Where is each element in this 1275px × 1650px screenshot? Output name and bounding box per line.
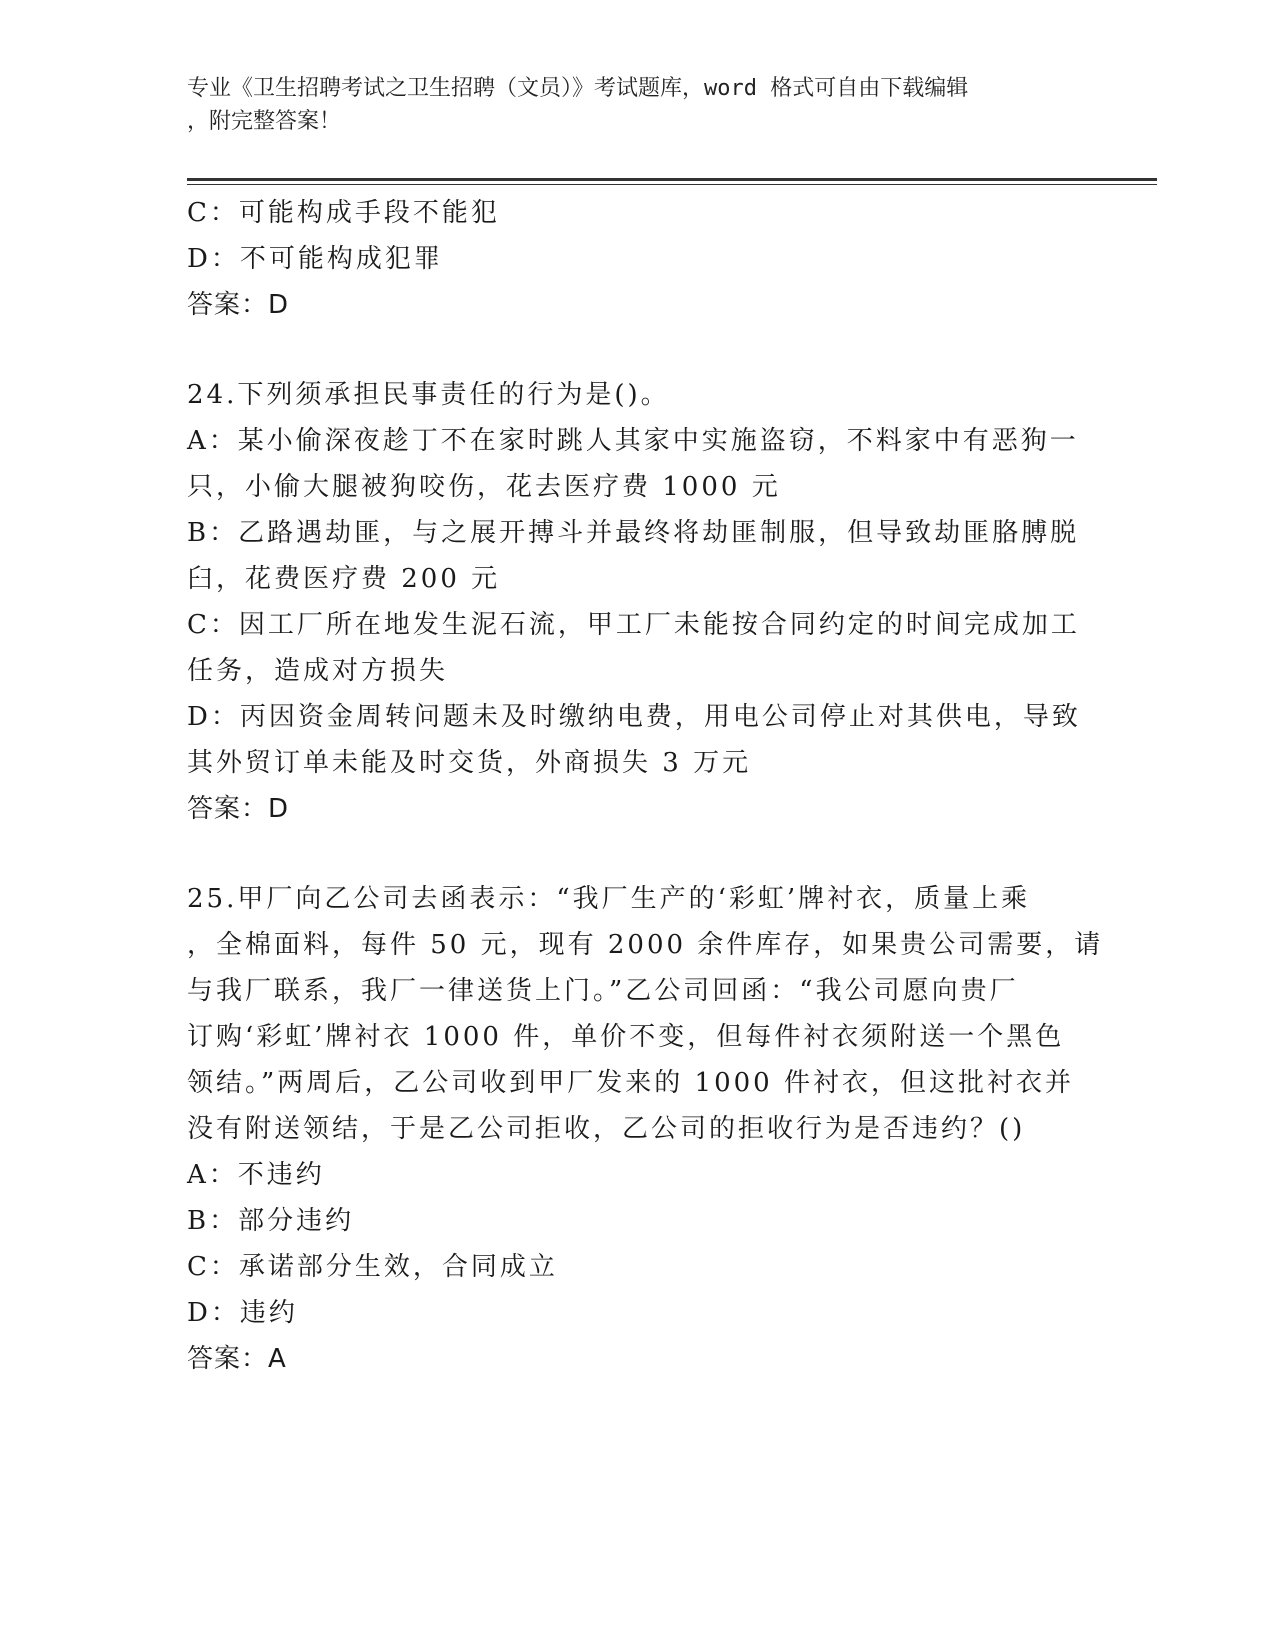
spacer (187, 832, 1087, 876)
question-stem-line-4: 订购‘彩虹’牌衬衣 1000 件，单价不变，但每件衬衣须附送一个黑色 (187, 1022, 1065, 1052)
previous-question-tail (187, 190, 1087, 328)
header-line-2: ，附完整答案！ (187, 109, 342, 134)
option-c-line-2: 任务，造成对方损失 (187, 656, 449, 686)
header-divider-thin (187, 184, 1157, 185)
option-b-line-2: 臼，花费医疗费 200 元 (187, 564, 501, 594)
question-stem-line-5: 领结。”两周后，乙公司收到甲厂发来的 1000 件衬衣，但这批衬衣并 (187, 1068, 1074, 1098)
option-b-line-1: B：乙路遇劫匪，与之展开搏斗并最终将劫匪制服，但导致劫匪胳膊脱 (187, 518, 1080, 548)
document-header (187, 72, 1067, 138)
option-c: C：承诺部分生效，合同成立 (187, 1252, 558, 1282)
question-stem-line-1: 25.甲厂向乙公司去函表示：“我厂生产的‘彩虹’牌衬衣，质量上乘 (187, 884, 1031, 914)
header-divider-thick (187, 178, 1157, 181)
option-d-line-1: D：丙因资金周转问题未及时缴纳电费，用电公司停止对其供电，导致 (187, 702, 1081, 732)
question-stem-line-6: 没有附送领结，于是乙公司拒收，乙公司的拒收行为是否违约？() (187, 1114, 1026, 1144)
answer-line: 答案：D (187, 794, 290, 824)
option-d: D：不可能构成犯罪 (187, 244, 443, 274)
option-d-line-2: 其外贸订单未能及时交货，外商损失 3 万元 (187, 748, 752, 778)
question-24 (187, 372, 1087, 832)
document-body (187, 190, 1104, 1382)
option-a: A：不违约 (187, 1160, 325, 1190)
spacer (187, 328, 1087, 372)
question-stem: 24.下列须承担民事责任的行为是()。 (187, 380, 670, 410)
answer-line: 答案：A (187, 1344, 287, 1374)
option-b: B：部分违约 (187, 1206, 355, 1236)
header-line-1: 专业《卫生招聘考试之卫生招聘（文员）》考试题库，word 格式可自由下载编辑 (187, 76, 969, 101)
option-c: C：可能构成手段不能犯 (187, 198, 500, 228)
answer-line: 答案：D (187, 290, 290, 320)
question-25 (187, 876, 1104, 1382)
option-a-line-2: 只，小偷大腿被狗咬伤，花去医疗费 1000 元 (187, 472, 781, 502)
option-d: D：违约 (187, 1298, 298, 1328)
question-stem-line-2: ，全棉面料，每件 50 元，现有 2000 余件库存，如果贵公司需要，请 (187, 930, 1104, 960)
option-c-line-1: C：因工厂所在地发生泥石流，甲工厂未能按合同约定的时间完成加工 (187, 610, 1080, 640)
question-stem-line-3: 与我厂联系，我厂一律送货上门。”乙公司回函：“我公司愿向贵厂 (187, 976, 1019, 1006)
option-a-line-1: A：某小偷深夜趁丁不在家时跳人其家中实施盗窃，不料家中有恶狗一 (187, 426, 1079, 456)
